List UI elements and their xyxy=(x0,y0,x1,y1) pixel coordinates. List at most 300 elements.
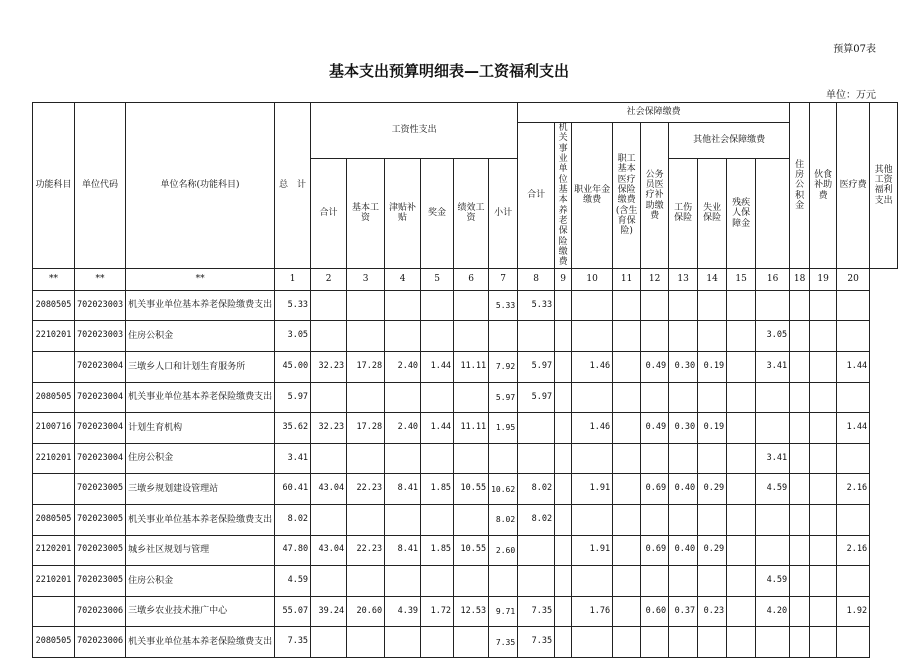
amount-cell xyxy=(837,443,870,474)
amount-cell: 7.35 xyxy=(518,596,555,627)
amount-cell xyxy=(669,566,698,597)
amount-cell xyxy=(790,382,810,413)
amount-cell: 35.62 xyxy=(275,413,311,444)
amount-cell xyxy=(613,596,641,627)
amount-cell xyxy=(641,443,669,474)
amount-cell: 1.91 xyxy=(572,474,613,505)
amount-cell: 9.71 xyxy=(489,596,518,627)
amount-cell: 1.85 xyxy=(421,535,454,566)
func-code-cell: 2210201 xyxy=(33,321,75,352)
amount-cell xyxy=(555,352,572,383)
table-row xyxy=(33,566,898,597)
amount-cell xyxy=(727,443,756,474)
amount-cell xyxy=(641,627,669,658)
unit-code-cell: 702023005 xyxy=(75,535,126,566)
amount-cell xyxy=(641,290,669,321)
unit-code-cell: 702023006 xyxy=(75,596,126,627)
amount-cell xyxy=(347,566,385,597)
amount-cell xyxy=(454,443,489,474)
amount-cell xyxy=(454,321,489,352)
column-number: 7 xyxy=(489,268,518,290)
func-code-cell xyxy=(33,596,75,627)
amount-cell: 12.53 xyxy=(454,596,489,627)
unit-code-cell: 702023004 xyxy=(75,352,126,383)
amount-cell xyxy=(613,566,641,597)
amount-cell xyxy=(555,596,572,627)
column-number: 20 xyxy=(837,268,870,290)
unit-name-cell: 城乡社区规划与管理 xyxy=(126,535,275,566)
amount-cell xyxy=(518,443,555,474)
amount-cell: 11.11 xyxy=(454,413,489,444)
func-code-cell xyxy=(33,352,75,383)
amount-cell xyxy=(555,290,572,321)
amount-cell xyxy=(698,566,727,597)
amount-cell xyxy=(790,443,810,474)
amount-cell: 1.44 xyxy=(837,352,870,383)
table-row xyxy=(33,535,898,566)
amount-cell xyxy=(454,566,489,597)
column-number: 18 xyxy=(790,268,810,290)
amount-cell xyxy=(311,321,347,352)
amount-cell: 0.37 xyxy=(669,596,698,627)
amount-cell xyxy=(613,535,641,566)
header-other-group: 其他社会保障缴费 xyxy=(669,123,790,159)
amount-cell: 5.97 xyxy=(489,382,518,413)
unit-name-cell: 机关事业单位基本养老保险缴费支出 xyxy=(126,382,275,413)
amount-cell: 0.19 xyxy=(698,413,727,444)
amount-cell xyxy=(641,566,669,597)
amount-cell: 10.55 xyxy=(454,474,489,505)
amount-cell xyxy=(489,321,518,352)
amount-cell xyxy=(555,504,572,535)
amount-cell: 0.19 xyxy=(698,352,727,383)
unit-name-cell: 三墩乡农业技术推广中心 xyxy=(126,596,275,627)
amount-cell: 7.92 xyxy=(489,352,518,383)
header-bonus: 奖金 xyxy=(421,159,454,269)
amount-cell xyxy=(727,413,756,444)
amount-cell xyxy=(555,566,572,597)
amount-cell xyxy=(572,290,613,321)
amount-cell: 5.33 xyxy=(489,290,518,321)
amount-cell xyxy=(555,535,572,566)
amount-cell xyxy=(669,382,698,413)
amount-cell: 0.40 xyxy=(669,535,698,566)
amount-cell xyxy=(613,504,641,535)
amount-cell xyxy=(572,504,613,535)
amount-cell xyxy=(790,474,810,505)
amount-cell xyxy=(347,504,385,535)
amount-cell xyxy=(641,504,669,535)
amount-cell xyxy=(810,443,837,474)
header-medical: 职工基本医疗保险缴费(含生育保险) xyxy=(613,123,641,269)
form-number: 预算07表 xyxy=(833,44,876,55)
header-disabled: 残疾人保障金 xyxy=(727,159,756,269)
amount-cell xyxy=(613,474,641,505)
column-number: ** xyxy=(126,268,275,290)
func-code-cell xyxy=(33,474,75,505)
budget-table xyxy=(32,102,898,658)
amount-cell xyxy=(756,413,790,444)
amount-cell xyxy=(555,413,572,444)
page-title: 基本支出预算明细表—工资福利支出 xyxy=(328,62,569,80)
column-number: 6 xyxy=(454,268,489,290)
amount-cell: 5.33 xyxy=(275,290,311,321)
amount-cell xyxy=(669,627,698,658)
amount-cell: 5.97 xyxy=(518,352,555,383)
amount-cell xyxy=(790,627,810,658)
amount-cell xyxy=(613,627,641,658)
column-number: 3 xyxy=(347,268,385,290)
amount-cell xyxy=(613,413,641,444)
amount-cell xyxy=(385,504,421,535)
func-code-cell: 2120201 xyxy=(33,535,75,566)
header-medical-fee: 医疗费 xyxy=(837,103,870,269)
header-wage-total: 合计 xyxy=(311,159,347,269)
amount-cell: 1.85 xyxy=(421,474,454,505)
func-code-cell: 2100716 xyxy=(33,413,75,444)
amount-cell: 4.59 xyxy=(756,474,790,505)
amount-cell xyxy=(790,596,810,627)
amount-cell: 1.72 xyxy=(421,596,454,627)
unit-name-cell: 住房公积金 xyxy=(126,321,275,352)
func-code-cell: 2080505 xyxy=(33,382,75,413)
amount-cell: 11.11 xyxy=(454,352,489,383)
amount-cell xyxy=(421,443,454,474)
amount-cell xyxy=(669,290,698,321)
column-number-row xyxy=(33,268,898,290)
column-number: 11 xyxy=(613,268,641,290)
amount-cell xyxy=(837,566,870,597)
amount-cell xyxy=(572,627,613,658)
amount-cell xyxy=(518,535,555,566)
amount-cell: 0.69 xyxy=(641,535,669,566)
column-number: 5 xyxy=(421,268,454,290)
amount-cell: 8.02 xyxy=(489,504,518,535)
amount-cell xyxy=(347,443,385,474)
amount-cell: 0.23 xyxy=(698,596,727,627)
amount-cell: 1.95 xyxy=(489,413,518,444)
column-number: ** xyxy=(75,268,126,290)
amount-cell: 45.00 xyxy=(275,352,311,383)
amount-cell xyxy=(613,352,641,383)
header-pension: 机关事业单位基本养老保险缴费 xyxy=(555,123,572,269)
amount-cell: 3.41 xyxy=(756,352,790,383)
amount-cell: 4.39 xyxy=(385,596,421,627)
amount-cell xyxy=(385,321,421,352)
amount-cell xyxy=(555,627,572,658)
column-number: 8 xyxy=(518,268,555,290)
amount-cell: 1.76 xyxy=(572,596,613,627)
amount-cell: 2.40 xyxy=(385,352,421,383)
amount-cell xyxy=(311,566,347,597)
amount-cell xyxy=(421,321,454,352)
amount-cell xyxy=(311,443,347,474)
amount-cell xyxy=(698,382,727,413)
amount-cell: 1.92 xyxy=(837,596,870,627)
amount-cell xyxy=(311,504,347,535)
table-body xyxy=(33,290,898,657)
amount-cell xyxy=(698,504,727,535)
unit-code-cell: 702023005 xyxy=(75,566,126,597)
amount-cell xyxy=(837,504,870,535)
header-other-welfare: 其他工资福利支出 xyxy=(870,103,898,269)
header-annuity: 职业年金缴费 xyxy=(572,123,613,269)
amount-cell: 1.46 xyxy=(572,352,613,383)
amount-cell xyxy=(756,535,790,566)
amount-cell: 1.44 xyxy=(421,413,454,444)
unit-code-cell: 702023004 xyxy=(75,413,126,444)
amount-cell xyxy=(790,321,810,352)
column-number: 14 xyxy=(698,268,727,290)
unit-code-cell: 702023005 xyxy=(75,474,126,505)
amount-cell xyxy=(347,290,385,321)
amount-cell xyxy=(756,290,790,321)
header-func-code: 功能科目 xyxy=(33,103,75,269)
amount-cell: 3.05 xyxy=(756,321,790,352)
amount-cell: 5.97 xyxy=(275,382,311,413)
header-perf-wage: 绩效工资 xyxy=(454,159,489,269)
amount-cell xyxy=(810,474,837,505)
amount-cell xyxy=(810,627,837,658)
column-number: 2 xyxy=(311,268,347,290)
amount-cell xyxy=(810,290,837,321)
amount-cell xyxy=(311,290,347,321)
amount-cell: 17.28 xyxy=(347,352,385,383)
amount-cell xyxy=(555,321,572,352)
func-code-cell: 2080505 xyxy=(33,627,75,658)
header-other-subtotal: 小计 xyxy=(489,159,518,269)
amount-cell xyxy=(613,443,641,474)
amount-cell xyxy=(347,321,385,352)
amount-cell xyxy=(641,321,669,352)
table-row xyxy=(33,596,898,627)
amount-cell xyxy=(727,321,756,352)
amount-cell xyxy=(669,321,698,352)
amount-cell xyxy=(385,627,421,658)
amount-cell xyxy=(669,504,698,535)
amount-cell xyxy=(385,290,421,321)
column-number: 9 xyxy=(555,268,572,290)
amount-cell xyxy=(727,290,756,321)
header-total: 总 计 xyxy=(275,103,311,269)
amount-cell xyxy=(810,321,837,352)
unit-name-cell: 三墩乡人口和计划生育服务所 xyxy=(126,352,275,383)
amount-cell: 0.30 xyxy=(669,352,698,383)
table-row xyxy=(33,627,898,658)
amount-cell: 4.59 xyxy=(275,566,311,597)
unit-name-cell: 机关事业单位基本养老保险缴费支出 xyxy=(126,627,275,658)
column-number: 15 xyxy=(727,268,756,290)
table-row xyxy=(33,321,898,352)
unit-code-cell: 702023004 xyxy=(75,443,126,474)
amount-cell: 3.41 xyxy=(275,443,311,474)
amount-cell: 7.35 xyxy=(489,627,518,658)
amount-cell: 1.46 xyxy=(572,413,613,444)
unit-code-cell: 702023003 xyxy=(75,321,126,352)
amount-cell xyxy=(518,566,555,597)
amount-cell: 17.28 xyxy=(347,413,385,444)
func-code-cell: 2080505 xyxy=(33,504,75,535)
amount-cell: 2.60 xyxy=(489,535,518,566)
unit-code-cell: 702023006 xyxy=(75,627,126,658)
amount-cell xyxy=(669,443,698,474)
amount-cell: 3.41 xyxy=(756,443,790,474)
amount-cell xyxy=(810,535,837,566)
unit-name-cell: 住房公积金 xyxy=(126,443,275,474)
amount-cell xyxy=(810,382,837,413)
amount-cell xyxy=(837,382,870,413)
amount-cell: 8.02 xyxy=(275,504,311,535)
amount-cell: 0.29 xyxy=(698,535,727,566)
amount-cell: 8.41 xyxy=(385,535,421,566)
unit-name-cell: 机关事业单位基本养老保险缴费支出 xyxy=(126,504,275,535)
amount-cell: 43.04 xyxy=(311,474,347,505)
header-meal: 伙食补助费 xyxy=(810,103,837,269)
header-unit-code: 单位代码 xyxy=(75,103,126,269)
table-row xyxy=(33,443,898,474)
amount-cell: 22.23 xyxy=(347,535,385,566)
amount-cell: 55.07 xyxy=(275,596,311,627)
amount-cell xyxy=(385,382,421,413)
amount-cell: 47.80 xyxy=(275,535,311,566)
amount-cell: 10.62 xyxy=(489,474,518,505)
header-unemployment: 失业保险 xyxy=(698,159,727,269)
amount-cell xyxy=(421,627,454,658)
header-injury: 工伤保险 xyxy=(669,159,698,269)
table-row xyxy=(33,290,898,321)
amount-cell: 32.23 xyxy=(311,352,347,383)
column-number: 13 xyxy=(669,268,698,290)
func-code-cell: 2080505 xyxy=(33,290,75,321)
amount-cell: 3.05 xyxy=(275,321,311,352)
amount-cell xyxy=(837,321,870,352)
amount-cell: 7.35 xyxy=(518,627,555,658)
unit-code-cell: 702023004 xyxy=(75,382,126,413)
amount-cell xyxy=(613,290,641,321)
amount-cell xyxy=(810,596,837,627)
unit-name-cell: 住房公积金 xyxy=(126,566,275,597)
amount-cell xyxy=(454,627,489,658)
amount-cell xyxy=(810,566,837,597)
header-housing: 住房公积金 xyxy=(790,103,810,269)
amount-cell: 1.44 xyxy=(421,352,454,383)
amount-cell xyxy=(454,382,489,413)
amount-cell: 20.60 xyxy=(347,596,385,627)
amount-cell xyxy=(347,627,385,658)
amount-cell xyxy=(518,321,555,352)
amount-cell xyxy=(421,504,454,535)
amount-cell xyxy=(698,321,727,352)
amount-cell xyxy=(572,321,613,352)
header-unit-name: 单位名称(功能科目) xyxy=(126,103,275,269)
column-number: 1 xyxy=(275,268,311,290)
amount-cell xyxy=(555,382,572,413)
header-social-group: 社会保障缴费 xyxy=(518,103,790,123)
amount-cell xyxy=(613,321,641,352)
amount-cell xyxy=(837,627,870,658)
amount-cell xyxy=(555,474,572,505)
amount-cell xyxy=(790,413,810,444)
amount-cell: 60.41 xyxy=(275,474,311,505)
unit-name-cell: 三墩乡规划建设管理站 xyxy=(126,474,275,505)
unit-name-cell: 计划生育机构 xyxy=(126,413,275,444)
amount-cell xyxy=(727,566,756,597)
amount-cell xyxy=(810,504,837,535)
amount-cell xyxy=(727,474,756,505)
amount-cell xyxy=(790,352,810,383)
amount-cell xyxy=(311,382,347,413)
amount-cell: 2.40 xyxy=(385,413,421,444)
amount-cell xyxy=(810,352,837,383)
amount-cell: 8.02 xyxy=(518,504,555,535)
amount-cell: 0.29 xyxy=(698,474,727,505)
amount-cell: 4.59 xyxy=(756,566,790,597)
header-wage-group: 工资性支出 xyxy=(311,103,518,159)
amount-cell xyxy=(489,566,518,597)
table-row xyxy=(33,352,898,383)
column-number: 10 xyxy=(572,268,613,290)
amount-cell xyxy=(698,290,727,321)
amount-cell xyxy=(421,382,454,413)
amount-cell xyxy=(837,290,870,321)
table-row xyxy=(33,413,898,444)
amount-cell: 39.24 xyxy=(311,596,347,627)
amount-cell: 43.04 xyxy=(311,535,347,566)
func-code-cell: 2210201 xyxy=(33,566,75,597)
amount-cell xyxy=(572,382,613,413)
amount-cell xyxy=(555,443,572,474)
amount-cell: 7.35 xyxy=(275,627,311,658)
header-civil-medical: 公务员医疗补助缴费 xyxy=(641,123,669,269)
amount-cell xyxy=(489,443,518,474)
unit-code-cell: 702023003 xyxy=(75,290,126,321)
header-basic-wage: 基本工资 xyxy=(347,159,385,269)
amount-cell: 2.16 xyxy=(837,474,870,505)
amount-cell xyxy=(454,290,489,321)
amount-cell xyxy=(421,290,454,321)
amount-cell xyxy=(727,627,756,658)
column-number: 12 xyxy=(641,268,669,290)
amount-cell xyxy=(385,566,421,597)
amount-cell: 8.41 xyxy=(385,474,421,505)
amount-cell xyxy=(790,504,810,535)
amount-cell: 1.91 xyxy=(572,535,613,566)
amount-cell xyxy=(727,382,756,413)
unit-code-cell: 702023005 xyxy=(75,504,126,535)
amount-cell xyxy=(756,627,790,658)
amount-cell: 32.23 xyxy=(311,413,347,444)
amount-cell xyxy=(790,566,810,597)
table-row xyxy=(33,474,898,505)
column-number: ** xyxy=(33,268,75,290)
header-social-total: 合计 xyxy=(518,123,555,269)
amount-cell xyxy=(572,566,613,597)
amount-cell xyxy=(518,413,555,444)
amount-cell xyxy=(756,382,790,413)
amount-cell: 0.69 xyxy=(641,474,669,505)
amount-cell xyxy=(385,443,421,474)
amount-cell xyxy=(727,535,756,566)
column-number: 19 xyxy=(810,268,837,290)
table-row xyxy=(33,504,898,535)
amount-cell: 5.97 xyxy=(518,382,555,413)
amount-cell: 0.49 xyxy=(641,413,669,444)
func-code-cell: 2210201 xyxy=(33,443,75,474)
column-number: 16 xyxy=(756,268,790,290)
amount-cell: 5.33 xyxy=(518,290,555,321)
amount-cell xyxy=(311,627,347,658)
unit-name-cell: 机关事业单位基本养老保险缴费支出 xyxy=(126,290,275,321)
